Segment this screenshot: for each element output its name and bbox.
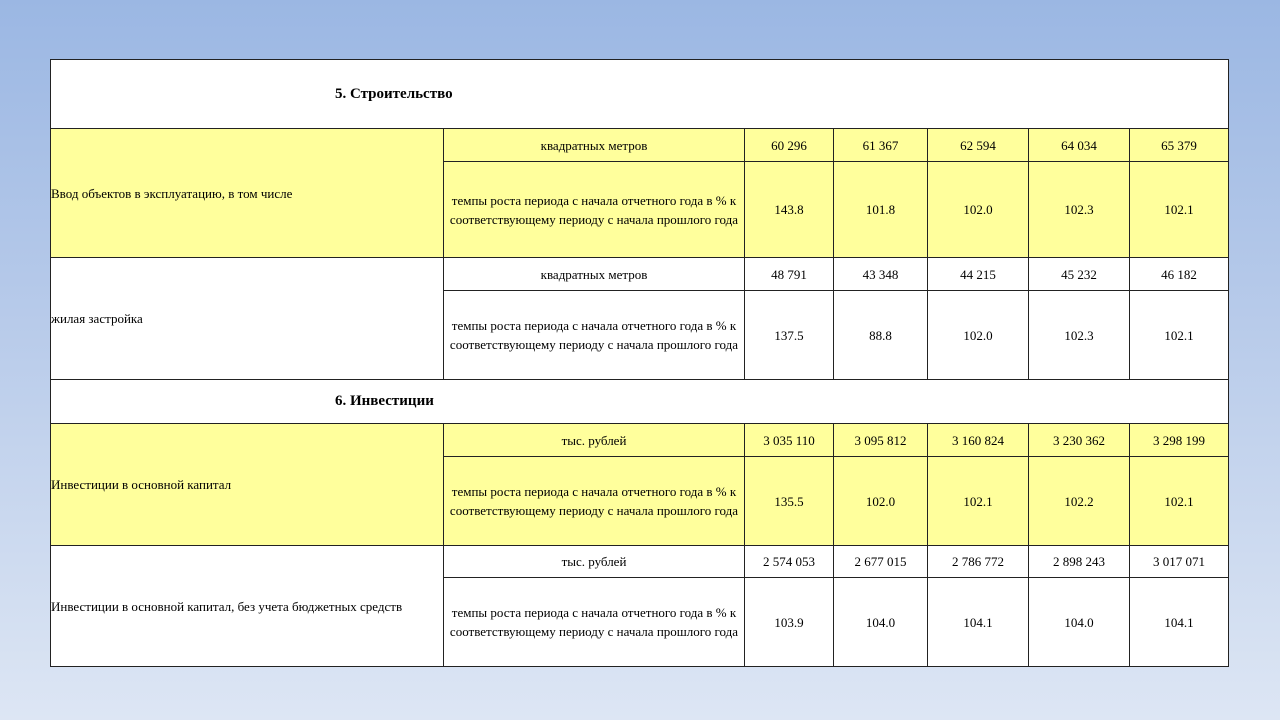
value-cell: 48 791 <box>745 258 834 291</box>
value-cell: 2 677 015 <box>834 546 928 578</box>
value-cell: 60 296 <box>745 129 834 162</box>
growth-cell: 102.0 <box>834 457 928 546</box>
growth-cell: 102.1 <box>1130 457 1229 546</box>
growth-cell: 102.0 <box>928 162 1029 258</box>
growth-cell: 103.9 <box>745 578 834 667</box>
value-cell: 64 034 <box>1029 129 1130 162</box>
value-cell: 43 348 <box>834 258 928 291</box>
indicator-label: Инвестиции в основной капитал, без учета бюджетных средств <box>51 546 444 667</box>
growth-cell: 88.8 <box>834 291 928 380</box>
section-title: 5. Строительство <box>51 60 1229 129</box>
indicator-label: Ввод объектов в эксплуатацию, в том числе <box>51 129 444 258</box>
growth-cell: 101.8 <box>834 162 928 258</box>
section-header-row <box>51 60 1229 129</box>
growth-cell: 135.5 <box>745 457 834 546</box>
unit-label: квадратных метров <box>444 129 745 162</box>
growth-cell: 102.1 <box>928 457 1029 546</box>
indicator-label: жилая застройка <box>51 258 444 380</box>
growth-label: темпы роста периода с начала отчетного года в % к соответствующему периоду с начала прошлого года <box>444 291 745 380</box>
indicator-unit-row <box>51 258 1229 291</box>
section-title: 6. Инвестиции <box>51 380 1229 424</box>
value-cell: 3 160 824 <box>928 424 1029 457</box>
value-cell: 45 232 <box>1029 258 1130 291</box>
indicator-unit-row <box>51 129 1229 162</box>
value-cell: 3 230 362 <box>1029 424 1130 457</box>
unit-label: тыс. рублей <box>444 546 745 578</box>
growth-label: темпы роста периода с начала отчетного года в % к соответствующему периоду с начала прошлого года <box>444 578 745 667</box>
growth-cell: 104.0 <box>834 578 928 667</box>
section-header-row <box>51 380 1229 424</box>
value-cell: 3 035 110 <box>745 424 834 457</box>
growth-cell: 143.8 <box>745 162 834 258</box>
indicator-label: Инвестиции в основной капитал <box>51 424 444 546</box>
indicator-unit-row <box>51 424 1229 457</box>
value-cell: 2 898 243 <box>1029 546 1130 578</box>
value-cell: 62 594 <box>928 129 1029 162</box>
value-cell: 61 367 <box>834 129 928 162</box>
growth-cell: 104.0 <box>1029 578 1130 667</box>
growth-cell: 102.3 <box>1029 291 1130 380</box>
growth-cell: 102.1 <box>1130 291 1229 380</box>
growth-cell: 102.0 <box>928 291 1029 380</box>
value-cell: 2 574 053 <box>745 546 834 578</box>
unit-label: квадратных метров <box>444 258 745 291</box>
value-cell: 3 017 071 <box>1130 546 1229 578</box>
value-cell: 3 095 812 <box>834 424 928 457</box>
growth-cell: 102.2 <box>1029 457 1130 546</box>
growth-label: темпы роста периода с начала отчетного года в % к соответствующему периоду с начала прошлого года <box>444 162 745 258</box>
value-cell: 2 786 772 <box>928 546 1029 578</box>
growth-cell: 102.3 <box>1029 162 1130 258</box>
growth-cell: 104.1 <box>1130 578 1229 667</box>
unit-label: тыс. рублей <box>444 424 745 457</box>
value-cell: 46 182 <box>1130 258 1229 291</box>
growth-cell: 104.1 <box>928 578 1029 667</box>
growth-cell: 137.5 <box>745 291 834 380</box>
indicators-table <box>50 59 1229 667</box>
value-cell: 44 215 <box>928 258 1029 291</box>
growth-label: темпы роста периода с начала отчетного года в % к соответствующему периоду с начала прошлого года <box>444 457 745 546</box>
value-cell: 3 298 199 <box>1130 424 1229 457</box>
growth-cell: 102.1 <box>1130 162 1229 258</box>
indicator-unit-row <box>51 546 1229 578</box>
value-cell: 65 379 <box>1130 129 1229 162</box>
